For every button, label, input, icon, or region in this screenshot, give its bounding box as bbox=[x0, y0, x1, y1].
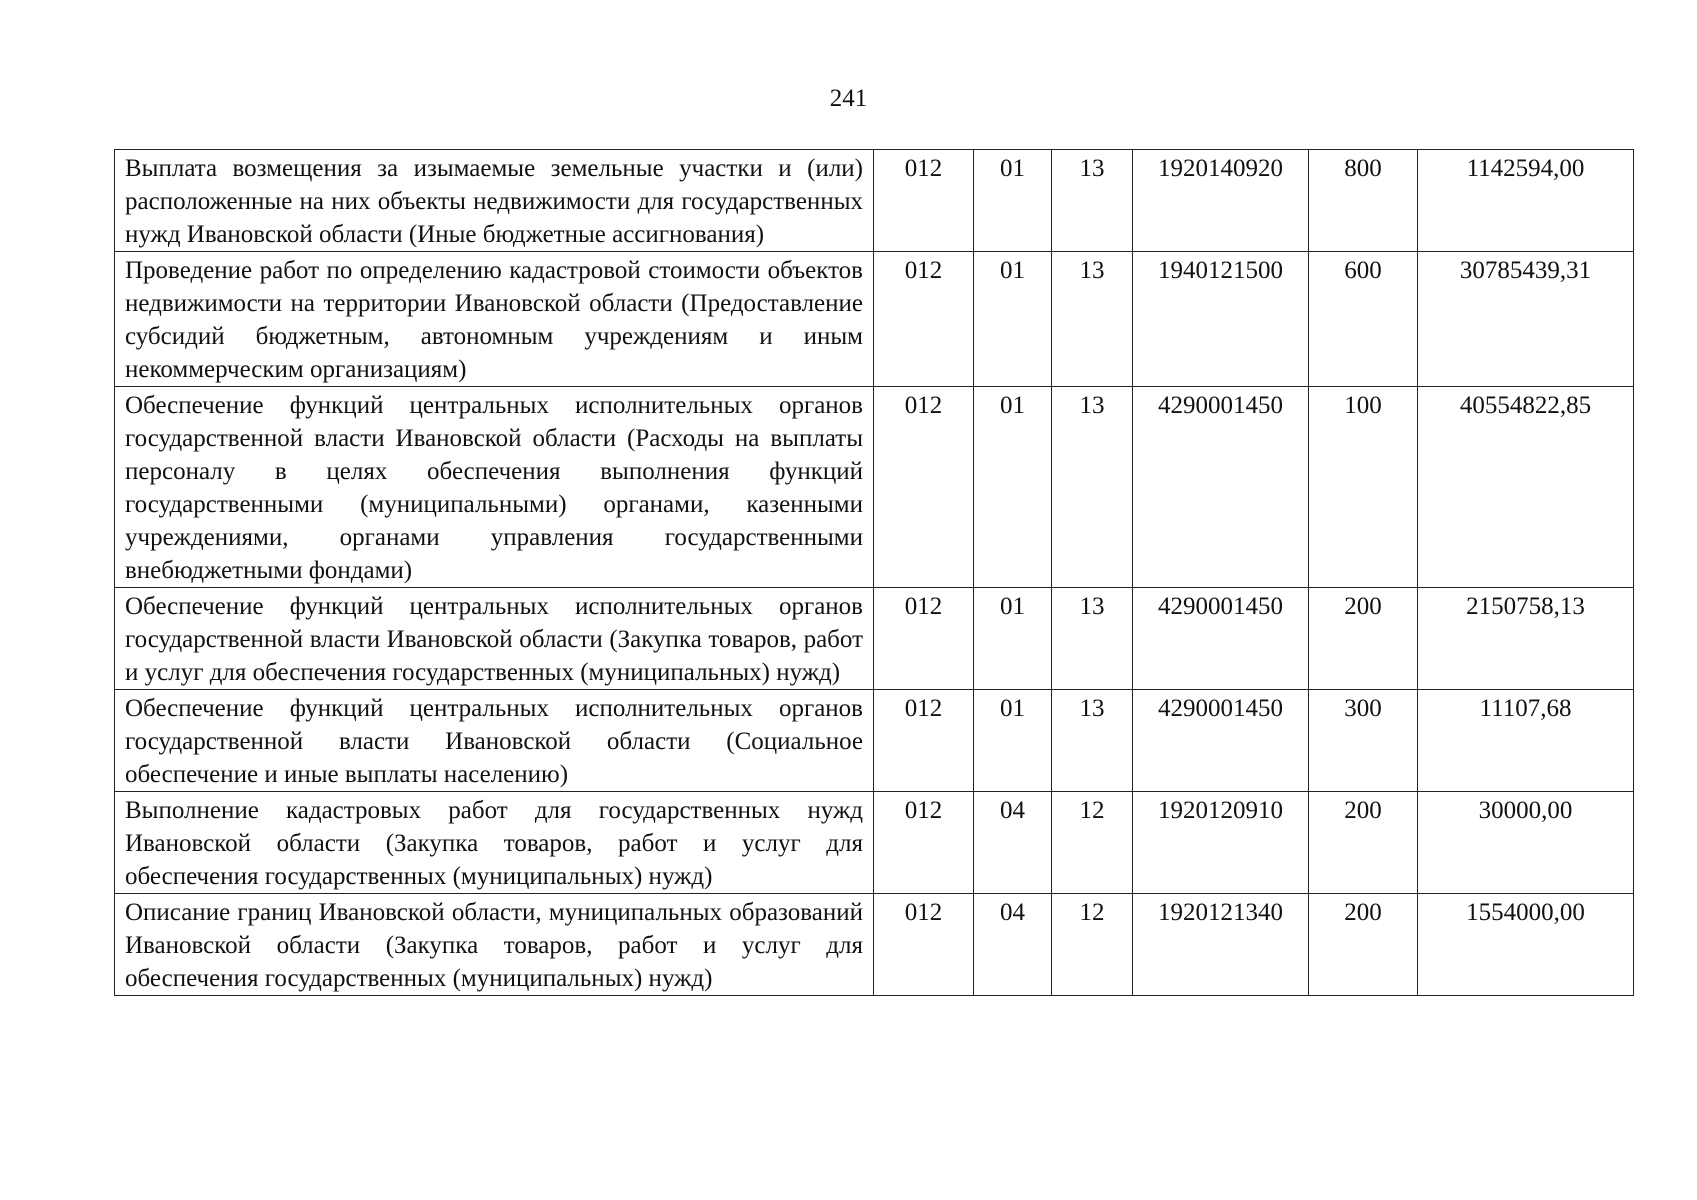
row-target-article: 4290001450 bbox=[1133, 588, 1309, 690]
row-section-code: 01 bbox=[974, 588, 1052, 690]
row-ministry-code: 012 bbox=[874, 387, 974, 588]
row-description: Проведение работ по определению кадастровой стоимости объектов недвижимости на территории Ивановской области (Предоставление субсидий бюджетным, автономным учреждениям и иным некоммерческим организациям) bbox=[115, 252, 874, 387]
row-expense-type: 300 bbox=[1309, 690, 1418, 792]
row-amount: 30785439,31 bbox=[1418, 252, 1634, 387]
row-ministry-code: 012 bbox=[874, 792, 974, 894]
row-section-code: 01 bbox=[974, 387, 1052, 588]
row-description: Описание границ Ивановской области, муниципальных образований Ивановской области (Закупка товаров, работ и услуг для обеспечения государственных (муниципальных) нужд) bbox=[115, 894, 874, 996]
row-subsection-code: 13 bbox=[1052, 690, 1133, 792]
row-section-code: 01 bbox=[974, 690, 1052, 792]
row-subsection-code: 13 bbox=[1052, 588, 1133, 690]
row-subsection-code: 13 bbox=[1052, 150, 1133, 252]
row-subsection-code: 13 bbox=[1052, 252, 1133, 387]
row-section-code: 01 bbox=[974, 252, 1052, 387]
row-subsection-code: 13 bbox=[1052, 387, 1133, 588]
row-target-article: 4290001450 bbox=[1133, 387, 1309, 588]
table-row bbox=[115, 150, 1634, 252]
table-row bbox=[115, 690, 1634, 792]
table-row bbox=[115, 894, 1634, 996]
row-amount: 40554822,85 bbox=[1418, 387, 1634, 588]
row-amount: 1554000,00 bbox=[1418, 894, 1634, 996]
row-amount: 30000,00 bbox=[1418, 792, 1634, 894]
row-target-article: 1920121340 bbox=[1133, 894, 1309, 996]
row-ministry-code: 012 bbox=[874, 690, 974, 792]
row-amount: 11107,68 bbox=[1418, 690, 1634, 792]
page-number: 241 bbox=[829, 85, 868, 112]
row-description: Выполнение кадастровых работ для государственных нужд Ивановской области (Закупка товаров, работ и услуг для обеспечения государственных (муниципальных) нужд) bbox=[115, 792, 874, 894]
table-row bbox=[115, 387, 1634, 588]
row-ministry-code: 012 bbox=[874, 150, 974, 252]
row-ministry-code: 012 bbox=[874, 252, 974, 387]
row-description: Выплата возмещения за изымаемые земельные участки и (или) расположенные на них объекты недвижимости для государственных нужд Ивановской области (Иные бюджетные ассигнования) bbox=[115, 150, 874, 252]
row-description: Обеспечение функций центральных исполнительных органов государственной власти Ивановской области (Расходы на выплаты персоналу в целях обеспечения выполнения функций государственными (муниципальными) органами, казенными учреждениями, органами управления государственными внебюджетными фондами) bbox=[115, 387, 874, 588]
table-row bbox=[115, 252, 1634, 387]
row-section-code: 04 bbox=[974, 894, 1052, 996]
row-ministry-code: 012 bbox=[874, 588, 974, 690]
table-row bbox=[115, 792, 1634, 894]
row-amount: 1142594,00 bbox=[1418, 150, 1634, 252]
row-expense-type: 200 bbox=[1309, 792, 1418, 894]
row-target-article: 1920120910 bbox=[1133, 792, 1309, 894]
table-row bbox=[115, 588, 1634, 690]
row-description: Обеспечение функций центральных исполнительных органов государственной власти Ивановской области (Социальное обеспечение и иные выплаты населению) bbox=[115, 690, 874, 792]
row-target-article: 1920140920 bbox=[1133, 150, 1309, 252]
row-ministry-code: 012 bbox=[874, 894, 974, 996]
row-target-article: 1940121500 bbox=[1133, 252, 1309, 387]
row-target-article: 4290001450 bbox=[1133, 690, 1309, 792]
budget-table bbox=[114, 149, 1634, 996]
row-section-code: 04 bbox=[974, 792, 1052, 894]
row-amount: 2150758,13 bbox=[1418, 588, 1634, 690]
row-expense-type: 200 bbox=[1309, 894, 1418, 996]
row-expense-type: 600 bbox=[1309, 252, 1418, 387]
row-expense-type: 800 bbox=[1309, 150, 1418, 252]
row-description: Обеспечение функций центральных исполнительных органов государственной власти Ивановской области (Закупка товаров, работ и услуг для обеспечения государственных (муниципальных) нужд) bbox=[115, 588, 874, 690]
row-expense-type: 100 bbox=[1309, 387, 1418, 588]
row-section-code: 01 bbox=[974, 150, 1052, 252]
row-subsection-code: 12 bbox=[1052, 792, 1133, 894]
row-expense-type: 200 bbox=[1309, 588, 1418, 690]
row-subsection-code: 12 bbox=[1052, 894, 1133, 996]
